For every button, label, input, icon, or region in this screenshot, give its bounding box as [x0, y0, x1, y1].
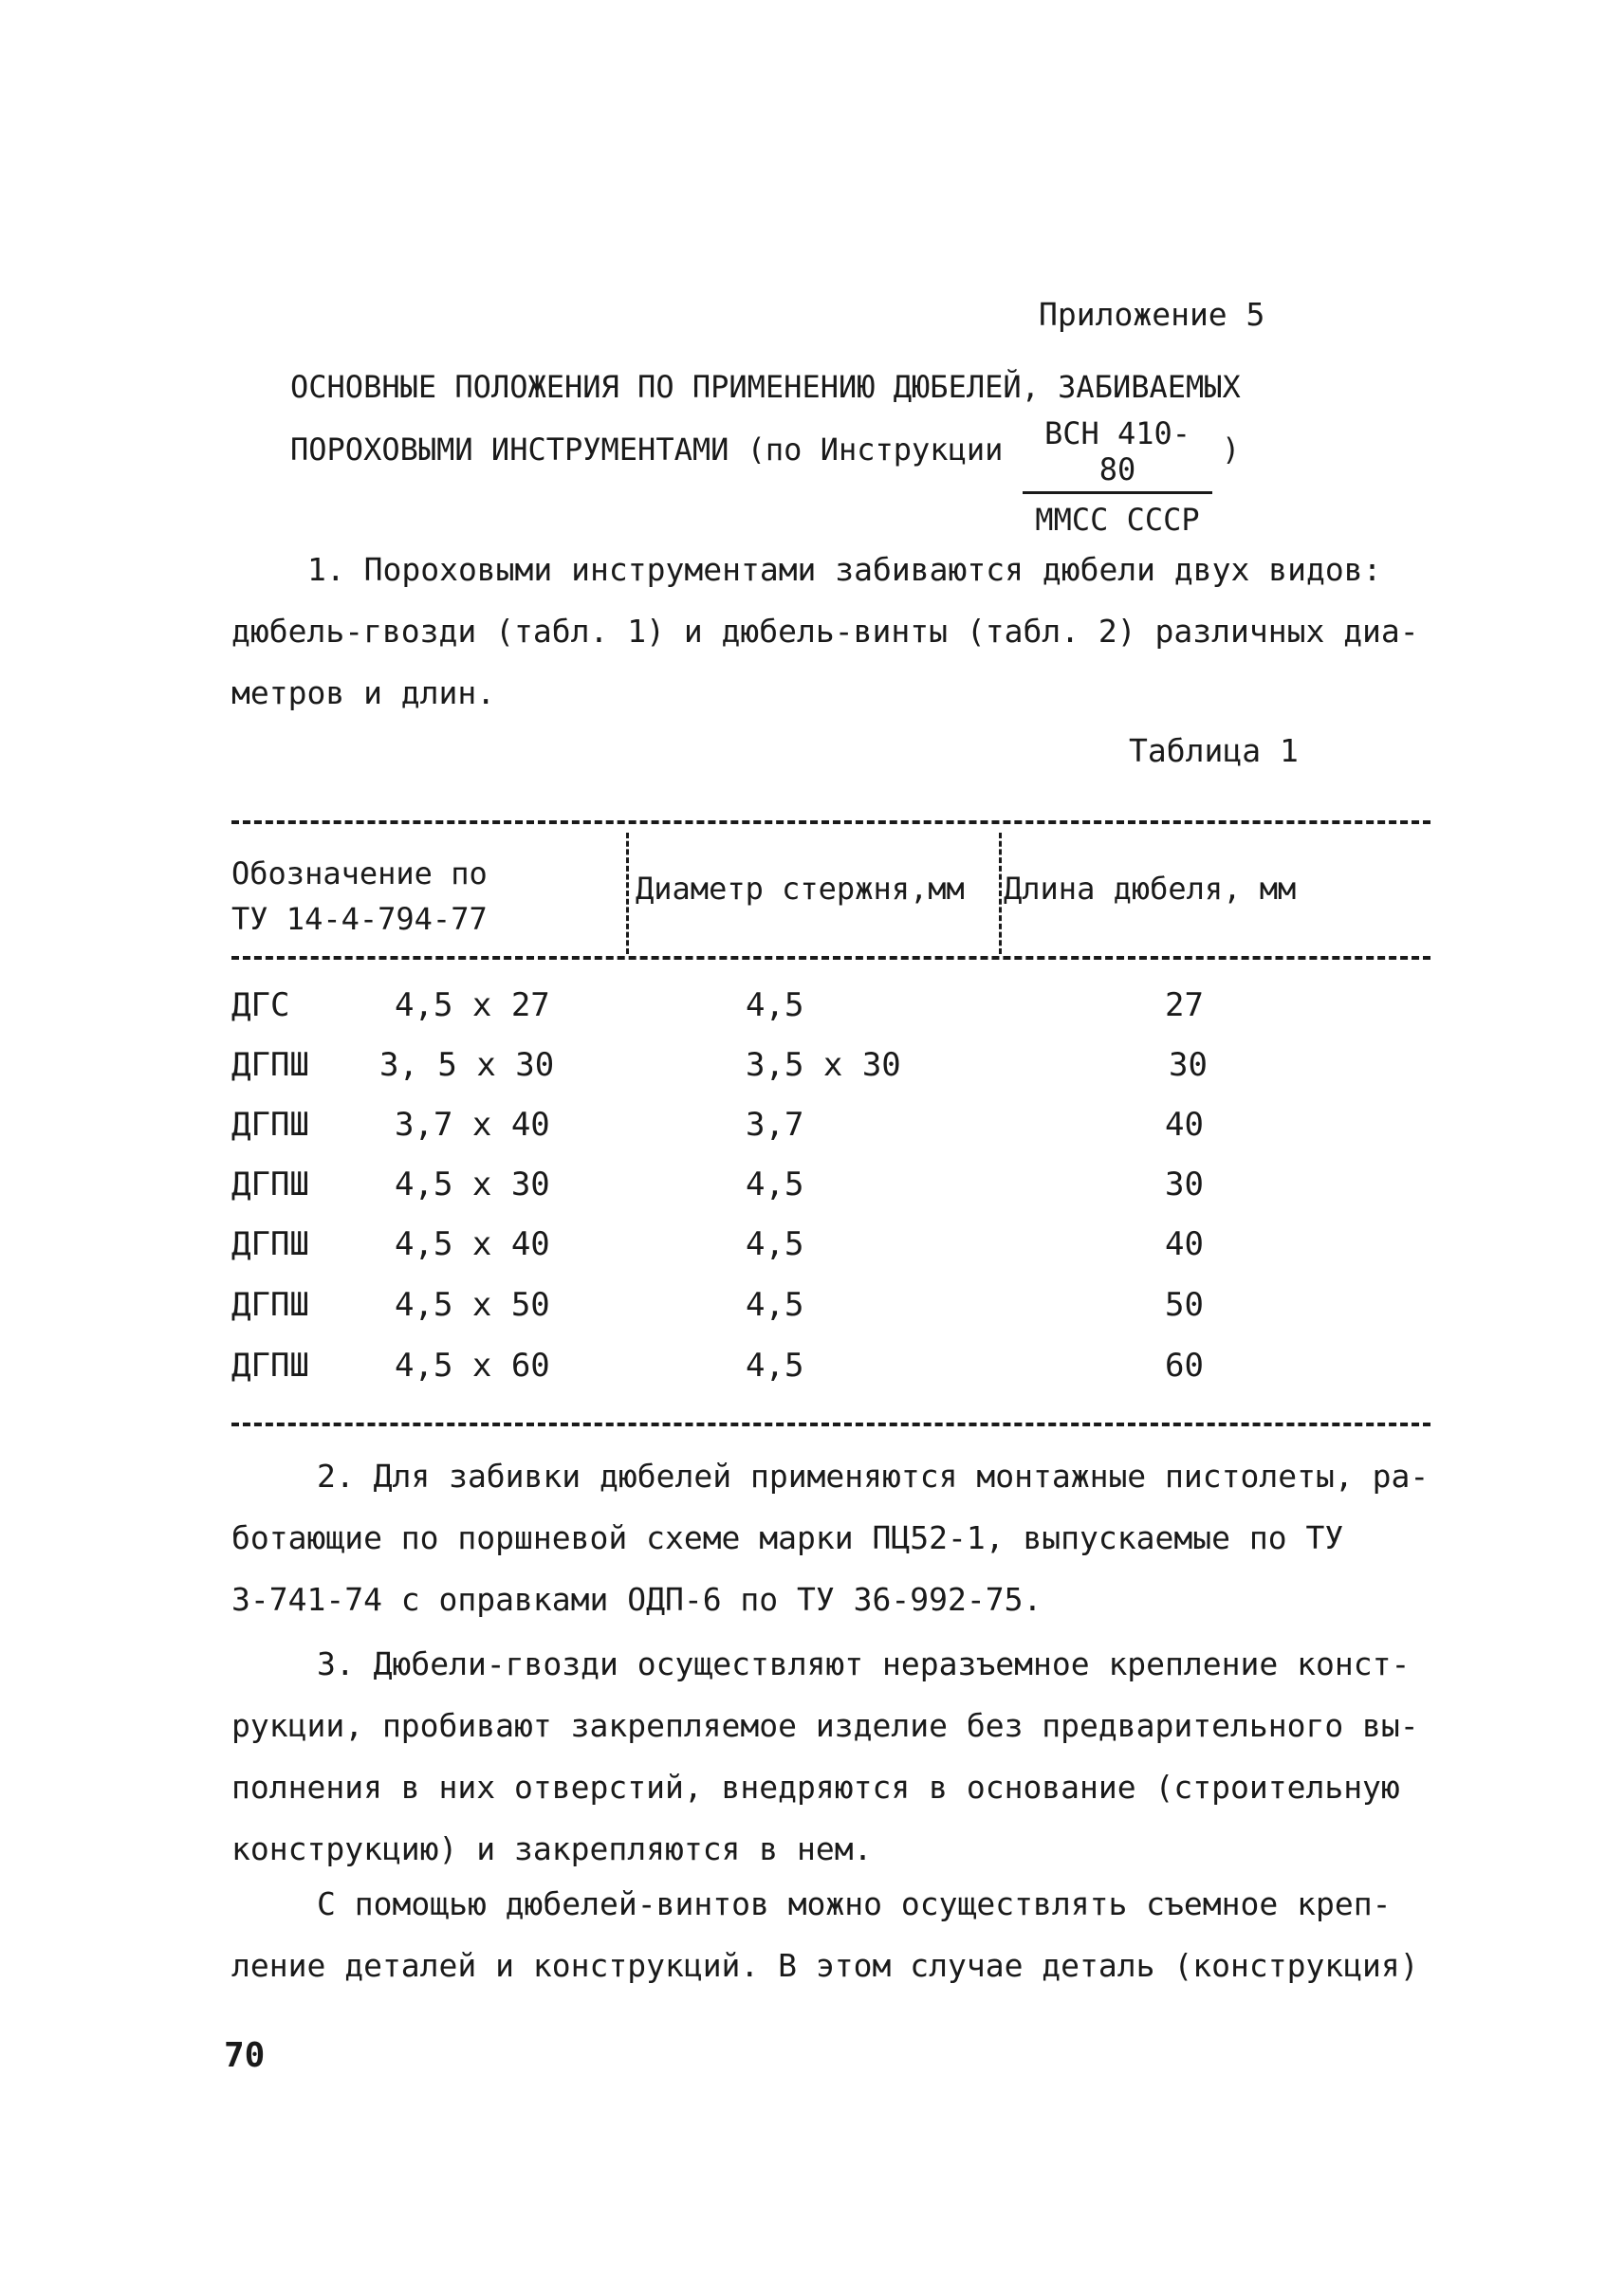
cell-diameter: 4,5: [746, 1166, 804, 1203]
cell-length: 50: [1165, 1286, 1204, 1324]
cell-length: 27: [1165, 986, 1204, 1024]
cell-length: 30: [1165, 1166, 1204, 1203]
cell-size: 3,7 x 40: [395, 1106, 550, 1144]
table-row: [0, 1106, 1624, 1163]
paragraph-line: ление деталей и конструкций. В этом случае деталь (конструкция): [231, 1947, 1419, 1984]
cell-diameter: 4,5: [746, 1347, 804, 1385]
instruction-fraction: [1023, 415, 1212, 538]
paragraph-line: 1. Пороховыми инструментами забиваются дюбели двух видов:: [307, 551, 1382, 588]
cell-length: 40: [1165, 1225, 1204, 1263]
cell-diameter: 4,5: [746, 1225, 804, 1263]
cell-size: 4,5 x 50: [395, 1286, 550, 1324]
table-row: [0, 1046, 1624, 1103]
paragraph-1: [231, 539, 1419, 724]
title-close-paren: ): [1222, 432, 1241, 468]
cell-code: ДГПШ: [231, 1166, 309, 1203]
appendix-label: Приложение 5: [1039, 296, 1265, 333]
cell-length: 30: [1169, 1046, 1208, 1084]
cell-size: 3, 5 x 30: [379, 1046, 555, 1084]
cell-size: 4,5 x 60: [395, 1347, 550, 1385]
paragraph-line: 3. Дюбели-гвозди осуществляют неразъемное крепление конст-: [317, 1645, 1411, 1682]
paragraph-line: 3-741-74 с оправками ОДП-6 по ТУ 36-992-75.: [231, 1581, 1043, 1618]
cell-diameter: 4,5: [746, 1286, 804, 1324]
cell-length: 40: [1165, 1106, 1204, 1144]
paragraph-2: [231, 1445, 1430, 1630]
paragraph-line: С помощью дюбелей-винтов можно осуществлять съемное креп-: [317, 1885, 1392, 1922]
header-designation-line2: ТУ 14-4-794-77: [231, 901, 488, 937]
table-row: [0, 1286, 1624, 1343]
paragraph-3: [231, 1633, 1419, 1880]
paragraph-line: ботающие по поршневой схеме марки ПЦ52-1, выпускаемые по ТУ: [231, 1519, 1344, 1556]
column-separator: [626, 833, 629, 954]
paragraph-line: дюбель-гвозди (табл. 1) и дюбель-винты (табл. 2) различных диа-: [231, 613, 1419, 650]
table-caption: Таблица 1: [1129, 732, 1299, 769]
title-line-1: ОСНОВНЫЕ ПОЛОЖЕНИЯ ПО ПРИМЕНЕНИЮ ДЮБЕЛЕЙ, ЗАБИВАЕМЫХ: [290, 369, 1241, 405]
instruction-number: ВСН 410-80: [1023, 415, 1212, 494]
table-row: [0, 1225, 1624, 1282]
cell-code: ДГПШ: [231, 1106, 309, 1144]
table-header-rule: [231, 956, 1430, 960]
cell-diameter: 3,7: [746, 1106, 804, 1144]
paragraph-4: [231, 1873, 1419, 1996]
cell-code: ДГПШ: [231, 1046, 309, 1084]
cell-length: 60: [1165, 1347, 1204, 1385]
column-separator: [999, 833, 1002, 954]
cell-size: 4,5 x 27: [395, 986, 550, 1024]
table-top-rule: [231, 820, 1430, 824]
cell-diameter: 3,5 x 30: [746, 1046, 901, 1084]
table-row: [0, 1347, 1624, 1404]
table-row: [0, 1166, 1624, 1222]
cell-code: ДГС: [231, 986, 290, 1024]
table-row: [0, 986, 1624, 1043]
instruction-ministry: ММСС СССР: [1035, 502, 1200, 538]
paragraph-line: полнения в них отверстий, внедряются в основание (строительную: [231, 1769, 1400, 1806]
table-bottom-rule: [231, 1423, 1430, 1426]
page-number: 70: [224, 2036, 266, 2075]
header-designation-line1: Обозначение по: [231, 855, 488, 891]
cell-diameter: 4,5: [746, 986, 804, 1024]
cell-code: ДГПШ: [231, 1225, 309, 1263]
cell-code: ДГПШ: [231, 1347, 309, 1385]
header-length: Длина дюбеля, мм: [1004, 871, 1297, 907]
header-diameter: Диаметр стержня,мм: [636, 871, 965, 907]
paragraph-line: метров и длин.: [231, 674, 496, 711]
cell-size: 4,5 x 30: [395, 1166, 550, 1203]
paragraph-line: конструкцию) и закрепляются в нем.: [231, 1830, 873, 1867]
title-line-2: ПОРОХОВЫМИ ИНСТРУМЕНТАМИ (по Инструкции: [290, 432, 1004, 468]
paragraph-line: 2. Для забивки дюбелей применяются монтажные пистолеты, ра-: [317, 1458, 1430, 1495]
paragraph-line: рукции, пробивают закрепляемое изделие без предварительного вы-: [231, 1707, 1419, 1744]
cell-code: ДГПШ: [231, 1286, 309, 1324]
cell-size: 4,5 x 40: [395, 1225, 550, 1263]
